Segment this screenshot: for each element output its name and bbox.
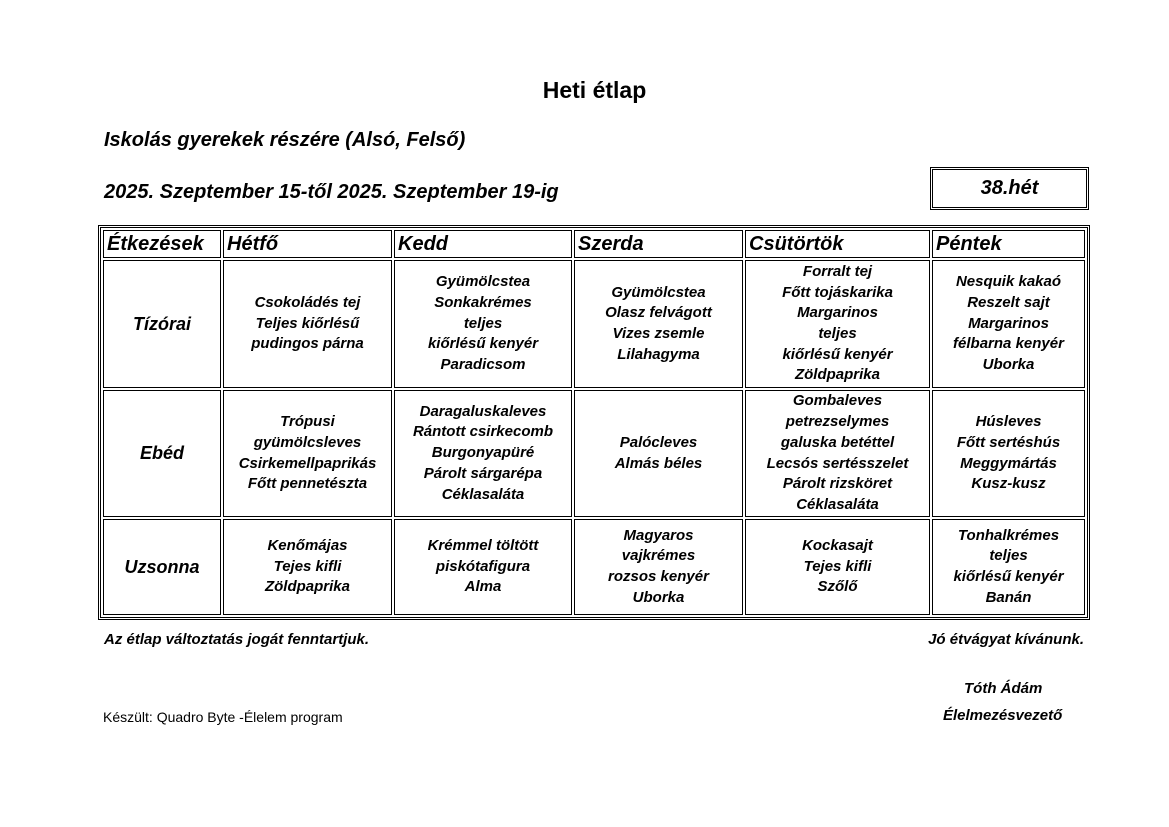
menu-item: teljes [818,325,857,342]
menu-cell-monday [223,519,392,615]
meal-label: Uzsonna [103,519,221,615]
week-badge [930,167,1089,210]
menu-item: Uborka [632,588,685,606]
menu-cell-monday [223,260,392,388]
menu-item: félbarna kenyér [953,335,1064,353]
disclaimer-note: Az étlap változtatás jogát fenntartjuk. [104,631,370,648]
menu-item: Zöldpaprika [264,578,350,596]
menu-item: Sonkakrémes [434,293,532,311]
menu-item: Csokoládés tej [254,293,361,311]
menu-item: Kenőmájas [267,536,348,554]
menu-item: Nesquik kakaó [955,273,1062,291]
date-range: 2025. Szeptember 15-től 2025. Szeptember 19-ig [104,181,559,203]
column-header-monday: Hétfő [223,230,392,258]
menu-item: Burgonyapüré [431,444,535,462]
menu-item: Főtt tojáskarika [782,283,893,301]
menu-item: Krémmel töltött [427,536,539,554]
meal-label: Ebéd [103,390,221,517]
menu-cell-friday [932,390,1085,517]
menu-item: Magyaros [623,526,694,544]
menu-item: Céklasaláta [441,485,525,503]
menu-item: Gyümölcstea [611,283,706,301]
menu-cell-thursday [745,519,930,615]
menu-item: pudingos párna [251,335,364,353]
menu-item: Céklasaláta [796,495,879,513]
made-with-note: Készült: Quadro Byte -Élelem program [103,709,343,725]
menu-cell-monday [223,390,392,517]
menu-cell-friday [932,260,1085,388]
menu-table [98,225,1090,620]
menu-item: Gombaleves [792,392,883,410]
menu-item: Forralt tej [802,262,873,280]
menu-item: kiőrlésű kenyér [427,335,539,353]
menu-item: kiőrlésű kenyér [953,568,1064,585]
menu-row [103,390,1085,517]
menu-item: Almás béles [614,454,703,472]
menu-item: galuska betéttel [780,433,895,451]
menu-item: Palócleves [619,433,698,451]
menu-body [103,260,1085,615]
menu-item: Meggymártás [960,454,1057,472]
menu-item: Rántott csirkecomb [412,423,554,441]
menu-item: Reszelt sajt [967,293,1050,311]
menu-cell-wednesday [574,260,743,388]
menu-cell-wednesday [574,390,743,517]
menu-item: teljes [463,314,503,332]
menu-item: petrezselymes [785,413,890,431]
menu-item: Kockasajt [802,536,873,554]
menu-item: Vizes zsemle [612,325,705,342]
menu-cell-friday [932,519,1085,615]
menu-item: Csirkemellpaprikás [238,454,377,472]
column-header-thursday: Csütörtök [745,230,930,258]
menu-item: Lecsós sertésszelet [766,454,909,472]
column-header-wednesday: Szerda [574,230,743,258]
menu-item: Tejes kifli [273,557,342,575]
menu-row [103,260,1085,388]
menu-cell-wednesday [574,519,743,615]
menu-item: Uborka [982,356,1035,374]
menu-item: Lilahagyma [617,345,700,363]
menu-item: Alma [464,578,502,596]
menu-item: Paradicsom [440,356,526,374]
week-label: 38.hét [980,177,1039,199]
menu-item: Húsleves [975,413,1042,431]
column-header-tuesday: Kedd [394,230,572,258]
menu-cell-thursday [745,390,930,517]
header-row [103,230,1085,258]
page-title: Heti étlap [542,77,647,103]
signature-role: Élelmezésvezető [943,707,1063,724]
column-header-friday: Péntek [932,230,1085,258]
meal-label: Tízórai [103,260,221,388]
signature-name: Tóth Ádám [964,680,1043,697]
menu-cell-tuesday [394,260,572,388]
menu-item: vajkrémes [621,547,696,565]
menu-item: rozsos kenyér [608,568,709,585]
menu-item: Margarinos [797,304,878,322]
menu-cell-tuesday [394,519,572,615]
menu-item: Tonhalkrémes [957,526,1060,544]
menu-item: Gyümölcstea [435,273,531,291]
menu-item: Főtt pennetészta [247,475,368,493]
greeting-note: Jó étvágyat kívánunk. [928,631,1084,648]
menu-cell-tuesday [394,390,572,517]
menu-item: Daragaluskaleves [419,402,547,420]
menu-item: Főtt sertéshús [956,433,1061,451]
menu-row [103,519,1085,615]
menu-item: Banán [985,588,1032,606]
menu-item: Szőlő [817,578,858,596]
menu-item: piskótafigura [435,557,531,575]
menu-item: Párolt rizsköret [782,475,893,493]
menu-item: kiőrlésű kenyér [782,345,893,363]
menu-item: Tejes kifli [803,557,872,575]
menu-item: Zöldpaprika [794,366,880,384]
column-header-meals: Étkezések [103,230,221,258]
menu-item: teljes [989,547,1028,565]
subtitle: Iskolás gyerekek részére (Alsó, Felső) [104,129,466,151]
menu-item: Teljes kiőrlésű [255,314,360,332]
menu-item: Margarinos [968,314,1049,332]
menu-item: Trópusi [280,413,335,431]
menu-item: gyümölcsleves [253,433,362,451]
menu-item: Párolt sárgarépa [423,464,543,482]
menu-item: Kusz-kusz [971,475,1046,493]
menu-cell-thursday [745,260,930,388]
menu-item: Olasz felvágott [605,304,712,322]
